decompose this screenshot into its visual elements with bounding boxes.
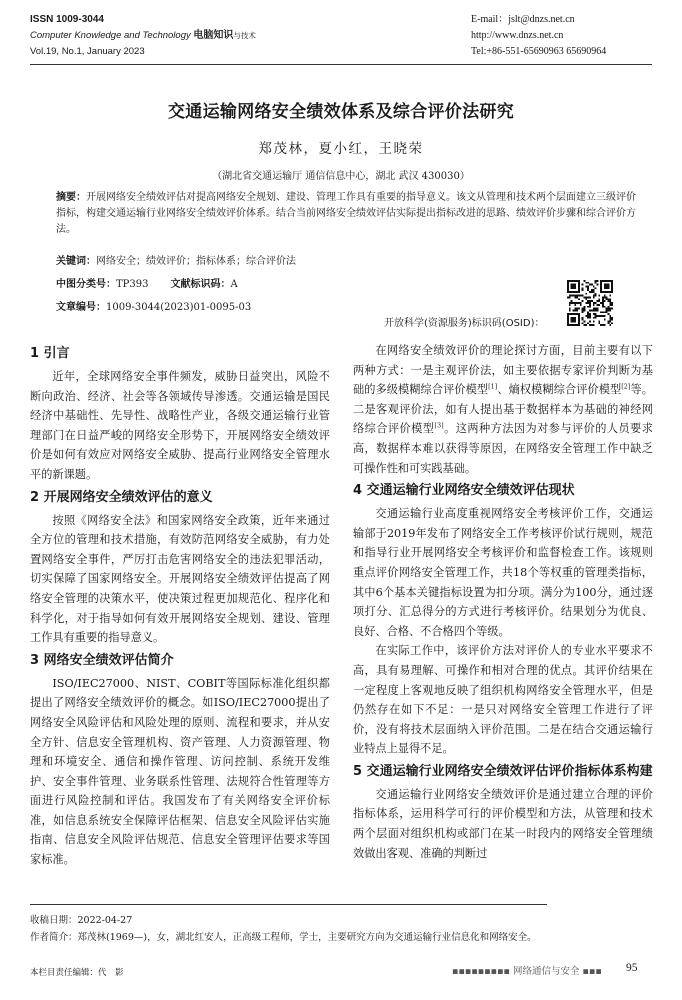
section-5-paragraph: 交通运输行业网络安全绩效评价是通过建立合理的评价指标体系，运用科学可行的评价模型和方法，从管理和技术两个层面对组织机构或部门在某一时段内的网络安全管理绩效做出客观、准确的判断过 — [353, 787, 653, 860]
text-run: 。这两种方法因为对参与评价的人员要求高，数据样本难以获得等原因，在网络安全管理工作中缺乏可操作性和可实践基础。 — [353, 422, 653, 475]
doc-code-label: 文献标识码： — [170, 279, 231, 290]
section-4-title: 4 交通运输行业网络安全绩效评估现状 — [353, 483, 575, 499]
body-right-column — [353, 341, 653, 863]
journal-name-cn-sub: 与技术 — [233, 31, 256, 40]
section-4-paragraph-2: 在实际工作中，该评价方法对评价人的专业水平要求不高，具有易理解、可操作和相对合理的优点。其评价结果在一定程度上客观地反映了组织机构网络安全管理水平，但是仍然存在如下不足：一是只对网络安全管理工作进行了评价，没有将技术层面纳入评价范围。二是在结合交通运输行业特点上显得不足。 — [353, 644, 653, 756]
volume-info: Vol.19, No.1, January 2023 — [30, 46, 145, 57]
abstract-label: 摘要： — [56, 192, 86, 203]
contact-tel: Tel:+86-551-65690963 65690964 — [471, 46, 607, 57]
text-run: 在网络安全绩效评价的理论探讨方面，目前主要有以下两种方式：一是主观评价法，如主要依据专家评价判断为基础的多级模糊综合评价模型 — [353, 344, 653, 397]
keywords-label: 关键词： — [56, 256, 96, 267]
text-run: 等。二是客观评价法，如有人提出基于数据样本为基础的神经网络综合评价模型 — [353, 383, 653, 436]
osid-label: 开放科学(资源服务)标识码(OSID)： — [384, 318, 545, 329]
journal-name-en: Computer Knowledge and Technology — [30, 30, 191, 41]
article-id-label: 文章编号： — [56, 302, 106, 313]
osid-qr-code-icon[interactable] — [567, 280, 613, 326]
classification — [56, 275, 238, 290]
citation-2[interactable]: [2] — [621, 382, 631, 391]
journal-name — [30, 28, 256, 44]
column-editor: 本栏目责任编辑：代 影 — [30, 968, 124, 978]
contact-email: E-mail：jslt@dnzs.net.cn — [471, 14, 575, 25]
section-2-paragraph: 按照《网络安全法》和国家网络安全政策，近年来通过全方位的管理和技术措施，有效防范网络安全威胁，有力处置网络安全事件，严厉打击危害网络安全的违法犯罪活动，切实保障了国家网络安全。开展网络安全绩效评估提高了网络安全管理的决策水平，使决策过程更加规范化、程序化和科学化，对于指导如何有效开展网络安全规划、建设、管理工作具有重要的指导意义。 — [30, 513, 330, 645]
abstract-text: 开展网络安全绩效评估对提高网络安全规划、建设、管理工作具有重要的指导意义。该文从管理和技术两个层面建立三级评价指标，构建交通运输行业网络安全绩效评价体系。结合当前网络安全绩效评估实际提出指标改进的思路、绩效评价步骤和综合评价方法。 — [56, 192, 636, 235]
doc-code-value: A — [230, 279, 238, 290]
clc-label: 中图分类号： — [56, 279, 116, 290]
citation-1[interactable]: [1] — [488, 382, 498, 391]
abstract — [56, 190, 636, 238]
page-number: 95 — [626, 962, 638, 974]
article-id-value: 1009-3044(2023)01-0095-03 — [106, 302, 252, 313]
article-title: 交通运输网络安全绩效体系及综合评价法研究 — [168, 102, 514, 122]
text-run: 、熵权模糊综合评价模型 — [497, 383, 622, 397]
journal-name-cn: 电脑知识 — [193, 30, 234, 41]
section-2-title: 2 开展网络安全绩效评估的意义 — [30, 489, 213, 505]
section-3-title: 3 网络安全绩效评估简介 — [30, 652, 174, 668]
section-1-paragraph: 近年，全球网络安全事件频发，威胁日益突出，风险不断向政治、经济、社会等各领域传导渗透。交通运输是国民经济中基础性、先导性、战略性产业，各级交通运输行业管理部门在日益严峻的网络安全形势下，开展网络安全绩效评价是如何有效应对网络安全威胁、提高行业网络安全管理水平的新课题。 — [30, 370, 330, 481]
received-date: 收稿日期：2022-04-27 — [30, 915, 133, 926]
body-left-column — [30, 341, 330, 870]
running-footer: ▪▪▪▪▪▪▪▪▪ 网络通信与安全 ▪▪▪ — [452, 966, 602, 977]
header-rule — [30, 64, 652, 65]
author-affiliation: （湖北省交通运输厅 通信信息中心，湖北 武汉 430030） — [212, 171, 470, 182]
article-id — [56, 298, 251, 313]
journal-header-right — [471, 12, 606, 60]
author-bio: 作者简介：郑茂林(1969—)，女，湖北红安人，正高级工程师，学士，主要研究方向为交通运输行业信息化和网络安全。 — [30, 932, 537, 943]
section-5-title: 5 交通运输行业网络安全绩效评估评价指标体系构建 — [353, 763, 653, 779]
clc-value: TP393 — [116, 279, 149, 290]
article-authors: 郑茂林，夏小红，王晓荣 — [258, 141, 424, 157]
section-3-paragraph: ISO/IEC27000、NIST、COBIT等国际标准化组织都提出了网络安全绩效评价的概念。如ISO/IEC27000提出了网络安全风险评估和风险处理的原则、流程和要求，并从安全方针、信息安全管理机构、资产管理、人力资源管理、物理和环境安全、通信和操作管理、访问控制、系统开发维护、安全事件管理、业务联系性管理、法规符合性管理等方面进行风险控制和评估。我国发布了有关网络安全评价标准，如信息系统安全保障评估框架、信息安全风险评估实施指南、信息安全风险评估规范、信息安全管理评估要求等国家标准。 — [30, 676, 330, 867]
section-1-title: 1 引言 — [30, 346, 70, 361]
keywords — [56, 252, 296, 267]
running-footer-title: 网络通信与安全 — [512, 966, 580, 977]
contact-url: http://www.dnzs.net.cn — [471, 30, 564, 41]
issn: ISSN 1009-3044 — [30, 14, 104, 25]
citation-3[interactable]: [3] — [434, 421, 444, 430]
section-3-continued-paragraph — [353, 341, 653, 478]
section-4-paragraph-1: 交通运输行业高度重视网络安全考核评价工作，交通运输部于2019年发布了网络安全工作考核评价试行规则，规范和指导行业开展网络安全考核评价和监督检查工作。该规则重点评价网络安全管理工作，共18个等权重的管理类指标，其中6个基本关键指标设置为扣分项。满分为100分，通过逐项打分、汇总得分的方式进行考核评价。结果划分为优良、良好、合格、不合格四个等级。 — [353, 507, 653, 638]
journal-header-left — [30, 12, 256, 60]
footnote-rule — [30, 904, 547, 905]
keywords-text: 网络安全；绩效评价；指标体系；综合评价法 — [96, 256, 296, 267]
